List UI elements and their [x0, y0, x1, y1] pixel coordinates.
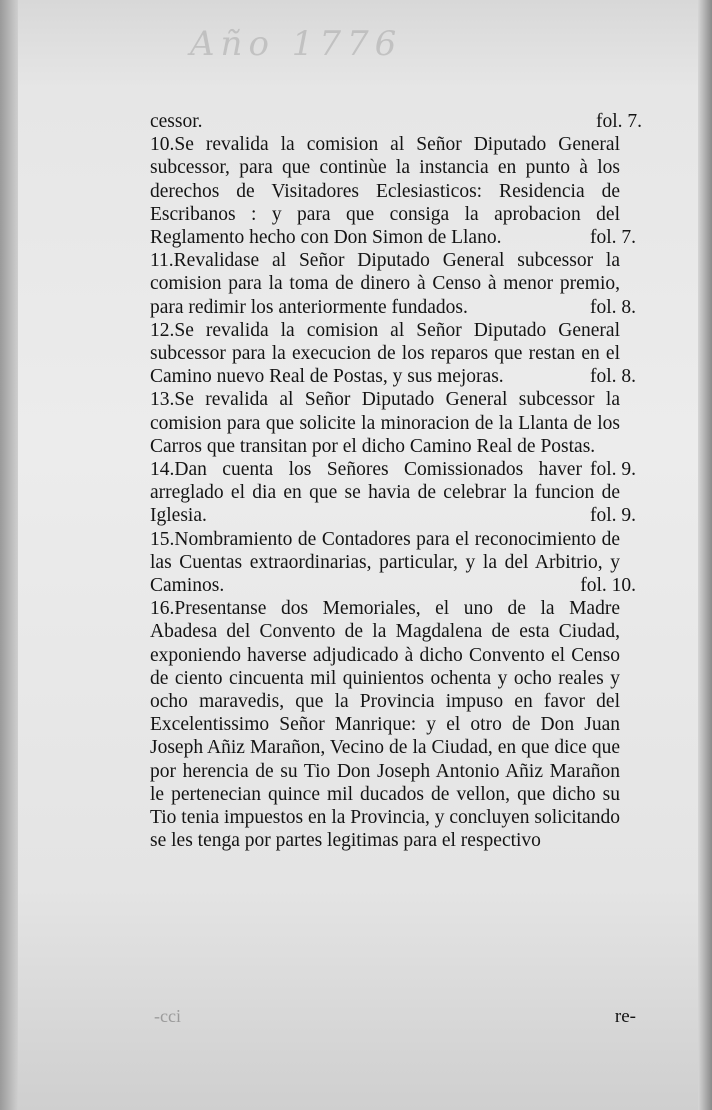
- folio-ref: fol. 7.: [595, 111, 642, 132]
- entry-text: Nombramiento de Contadores para el reconocimiento de las Cuentas extraordinarias, particular, y la del Arbitrio, y Caminos.: [150, 528, 620, 597]
- entry-text: Se revalida la comision al Señor Diputado General subcessor para la execucion de los reparos que restan en el Camino nuevo Real de Postas, y sus mejoras.: [150, 319, 620, 388]
- folio-ref: fol. 9.: [589, 459, 636, 481]
- page-right-edge: [698, 0, 712, 1110]
- entry-number: 11.: [150, 250, 174, 272]
- bleed-through-text: Año 1776: [190, 24, 403, 64]
- page-footer: [150, 1006, 636, 1034]
- catchword: re-: [614, 1006, 636, 1027]
- folio-ref: fol. 7.: [589, 227, 636, 249]
- entry-text: Presentanse dos Memoriales, el uno de la Madre Abadesa del Convento de la Magdalena de esta Ciudad, exponiendo haverse adjudicado à dicho Convento el Censo de ciento cincuenta mil quinientos ochenta y ocho reales y ocho maravedis, que la Provincia impuso en favor del Excelentissimo Señor Manrique: y el otro de Don Juan Joseph Añiz Marañon, Vecino de la Ciudad, en que dice que por herencia de su Tio Don Joseph Antonio Añiz Marañon le pertenecian quince mil ducados de vellon, que dicho su Tio tenia impuestos en la Provincia, y concluyen solicitando se les tenga por partes legitimas para el respectivo: [150, 598, 620, 852]
- entry-text: cessor.: [150, 111, 203, 132]
- index-entry-10: [150, 133, 636, 249]
- folio-ref: fol. 8.: [589, 366, 636, 388]
- entry-number: 12.: [150, 319, 175, 341]
- index-entry-cont: [150, 110, 642, 133]
- entry-text: Se revalida la comision al Señor Diputado General subcessor, para que continùe la instancia en punto à los derechos de Visitadores Eclesiasticos: Residencia de Escribanos : y para que consiga la aprobacion del Reglamento hecho con Don Simon de Llano.: [150, 134, 620, 249]
- folio-ref: fol. 9.: [589, 505, 636, 527]
- folio-ref: fol. 10.: [580, 575, 636, 597]
- index-entry-12: [150, 319, 636, 389]
- index-entry-11: [150, 249, 636, 319]
- folio-ref: fol. 8.: [589, 296, 636, 318]
- entry-number: 15.: [150, 528, 175, 550]
- entry-number: 10.: [150, 134, 175, 156]
- entry-text: Dan cuenta los Señores Comissionados haver arreglado el dia en que se havia de celebrar la funcion de Iglesia.: [150, 459, 620, 527]
- entry-number: 16.: [150, 598, 175, 620]
- page-left-edge: [0, 0, 18, 1110]
- index-entry-15: [150, 528, 636, 598]
- entry-number: 13.: [150, 389, 175, 411]
- entry-text: Revalidase al Señor Diputado General subcessor la comision para la toma de dinero à Censo à menor premio, para redimir los anteriormente fundados.: [150, 250, 620, 318]
- index-entry-16: [150, 597, 620, 852]
- entry-text: Se revalida al Señor Diputado General subcessor la comision para que solicite la minoracion de la Llanta de los Carros que transitan por el dicho Camino Real de Postas.: [150, 389, 620, 457]
- index-entry-14: [150, 458, 636, 528]
- entry-number: 14.: [150, 459, 175, 481]
- bleed-through-text: -cci: [154, 1006, 181, 1026]
- index-list: [150, 110, 642, 853]
